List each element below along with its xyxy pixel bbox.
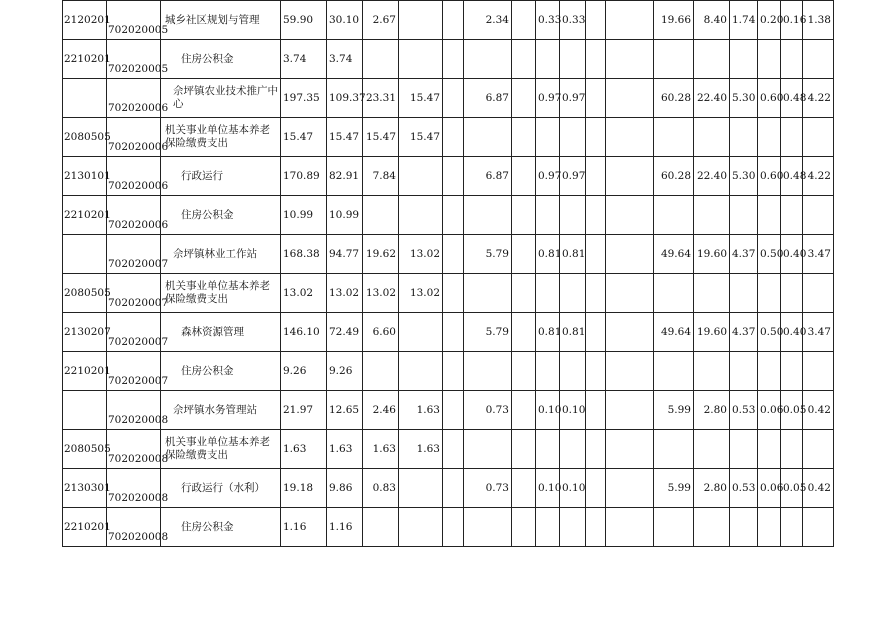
- amount-cell: [443, 391, 464, 430]
- amount-cell: 0.42: [803, 469, 834, 508]
- function-code-cell: 2130301: [63, 469, 107, 508]
- amount-cell: [560, 118, 586, 157]
- amount-cell: 13.02: [399, 235, 443, 274]
- amount-cell: 23.31: [363, 79, 399, 118]
- amount-cell: 0.06: [758, 469, 781, 508]
- item-name-cell: 机关事业单位基本养老保险缴费支出: [161, 118, 281, 157]
- unit-code-cell: 702020008: [107, 430, 161, 469]
- amount-cell: 0.83: [363, 469, 399, 508]
- amount-cell: 0.05: [781, 391, 803, 430]
- amount-cell: [586, 313, 606, 352]
- amount-cell: 0.60: [758, 79, 781, 118]
- amount-cell: 4.22: [803, 79, 834, 118]
- amount-cell: [730, 508, 758, 547]
- amount-cell: 0.06: [758, 391, 781, 430]
- amount-cell: [758, 196, 781, 235]
- amount-cell: 72.49: [327, 313, 363, 352]
- amount-cell: 2.80: [694, 391, 730, 430]
- amount-cell: [654, 274, 694, 313]
- function-code-cell: [63, 79, 107, 118]
- amount-cell: 109.37: [327, 79, 363, 118]
- amount-cell: 5.79: [464, 235, 512, 274]
- amount-cell: [512, 391, 536, 430]
- amount-cell: [560, 352, 586, 391]
- amount-cell: [694, 118, 730, 157]
- amount-cell: [464, 430, 512, 469]
- amount-cell: 6.87: [464, 79, 512, 118]
- amount-cell: [399, 1, 443, 40]
- table-row: [63, 157, 834, 196]
- amount-cell: [586, 274, 606, 313]
- amount-cell: [730, 430, 758, 469]
- amount-cell: 82.91: [327, 157, 363, 196]
- amount-cell: [443, 235, 464, 274]
- amount-cell: [606, 1, 654, 40]
- amount-cell: 1.16: [281, 508, 327, 547]
- amount-cell: [399, 508, 443, 547]
- amount-cell: 22.40: [694, 79, 730, 118]
- table-row: [63, 430, 834, 469]
- amount-cell: [654, 508, 694, 547]
- amount-cell: 15.47: [399, 79, 443, 118]
- amount-cell: [399, 40, 443, 79]
- amount-cell: [536, 118, 560, 157]
- amount-cell: 19.66: [654, 1, 694, 40]
- amount-cell: 0.81: [560, 235, 586, 274]
- amount-cell: 0.97: [536, 157, 560, 196]
- amount-cell: [730, 118, 758, 157]
- amount-cell: [781, 508, 803, 547]
- amount-cell: [606, 79, 654, 118]
- amount-cell: [758, 274, 781, 313]
- unit-code-cell: 702020008: [107, 508, 161, 547]
- amount-cell: [536, 508, 560, 547]
- amount-cell: 19.62: [363, 235, 399, 274]
- table-row: [63, 196, 834, 235]
- amount-cell: [586, 430, 606, 469]
- amount-cell: [586, 118, 606, 157]
- amount-cell: [694, 352, 730, 391]
- amount-cell: [606, 352, 654, 391]
- amount-cell: 1.63: [281, 430, 327, 469]
- amount-cell: 0.50: [758, 313, 781, 352]
- amount-cell: [586, 352, 606, 391]
- amount-cell: 6.87: [464, 157, 512, 196]
- amount-cell: [730, 274, 758, 313]
- amount-cell: 1.74: [730, 1, 758, 40]
- table-row: [63, 313, 834, 352]
- amount-cell: 0.73: [464, 469, 512, 508]
- amount-cell: 0.40: [781, 235, 803, 274]
- amount-cell: [464, 274, 512, 313]
- amount-cell: [803, 118, 834, 157]
- table-body: [63, 1, 834, 547]
- amount-cell: [781, 352, 803, 391]
- amount-cell: [758, 430, 781, 469]
- amount-cell: [606, 313, 654, 352]
- amount-cell: 2.46: [363, 391, 399, 430]
- amount-cell: 5.30: [730, 79, 758, 118]
- amount-cell: [512, 352, 536, 391]
- unit-code-cell: 702020005: [107, 1, 161, 40]
- function-code-cell: 2210201: [63, 40, 107, 79]
- amount-cell: 60.28: [654, 157, 694, 196]
- amount-cell: [512, 196, 536, 235]
- amount-cell: 0.10: [560, 391, 586, 430]
- amount-cell: [443, 79, 464, 118]
- unit-code-cell: 702020006: [107, 118, 161, 157]
- amount-cell: 0.16: [781, 1, 803, 40]
- amount-cell: 3.47: [803, 313, 834, 352]
- amount-cell: [560, 40, 586, 79]
- amount-cell: [536, 352, 560, 391]
- amount-cell: 0.33: [560, 1, 586, 40]
- amount-cell: [803, 430, 834, 469]
- amount-cell: [443, 469, 464, 508]
- table-row: [63, 235, 834, 274]
- amount-cell: 10.99: [327, 196, 363, 235]
- amount-cell: [464, 508, 512, 547]
- amount-cell: [512, 508, 536, 547]
- amount-cell: [803, 196, 834, 235]
- amount-cell: [758, 352, 781, 391]
- table-row: [63, 469, 834, 508]
- item-name-cell: 机关事业单位基本养老保险缴费支出: [161, 430, 281, 469]
- amount-cell: [730, 196, 758, 235]
- amount-cell: [606, 430, 654, 469]
- amount-cell: [536, 274, 560, 313]
- amount-cell: [803, 274, 834, 313]
- amount-cell: 49.64: [654, 235, 694, 274]
- amount-cell: 5.99: [654, 391, 694, 430]
- amount-cell: [363, 196, 399, 235]
- table-row: [63, 118, 834, 157]
- amount-cell: [606, 157, 654, 196]
- amount-cell: 168.38: [281, 235, 327, 274]
- amount-cell: [512, 274, 536, 313]
- amount-cell: [443, 352, 464, 391]
- amount-cell: 5.30: [730, 157, 758, 196]
- table-row: [63, 1, 834, 40]
- amount-cell: 13.02: [363, 274, 399, 313]
- function-code-cell: 2130101: [63, 157, 107, 196]
- unit-code-cell: 702020006: [107, 79, 161, 118]
- amount-cell: 13.02: [281, 274, 327, 313]
- amount-cell: 0.81: [536, 235, 560, 274]
- amount-cell: 5.99: [654, 469, 694, 508]
- amount-cell: 0.53: [730, 391, 758, 430]
- amount-cell: [399, 196, 443, 235]
- amount-cell: 2.34: [464, 1, 512, 40]
- function-code-cell: 2120201: [63, 1, 107, 40]
- amount-cell: [781, 196, 803, 235]
- amount-cell: 0.10: [536, 469, 560, 508]
- function-code-cell: [63, 235, 107, 274]
- table-row: [63, 508, 834, 547]
- amount-cell: [399, 352, 443, 391]
- amount-cell: [730, 40, 758, 79]
- amount-cell: 15.47: [363, 118, 399, 157]
- amount-cell: 21.97: [281, 391, 327, 430]
- amount-cell: [586, 391, 606, 430]
- amount-cell: [654, 118, 694, 157]
- amount-cell: 10.99: [281, 196, 327, 235]
- amount-cell: [586, 1, 606, 40]
- unit-code-cell: 702020006: [107, 196, 161, 235]
- amount-cell: [781, 274, 803, 313]
- amount-cell: 1.63: [327, 430, 363, 469]
- unit-name-cell: 佘坪镇农业技术推广中心: [161, 79, 281, 118]
- amount-cell: 22.40: [694, 157, 730, 196]
- amount-cell: [606, 40, 654, 79]
- amount-cell: 1.63: [399, 391, 443, 430]
- amount-cell: [730, 352, 758, 391]
- amount-cell: 19.18: [281, 469, 327, 508]
- amount-cell: 8.40: [694, 1, 730, 40]
- function-code-cell: 2080505: [63, 118, 107, 157]
- amount-cell: [443, 157, 464, 196]
- amount-cell: 0.97: [560, 157, 586, 196]
- amount-cell: [464, 118, 512, 157]
- amount-cell: [443, 508, 464, 547]
- amount-cell: 0.05: [781, 469, 803, 508]
- amount-cell: [694, 430, 730, 469]
- amount-cell: 2.67: [363, 1, 399, 40]
- item-name-cell: 住房公积金: [161, 352, 281, 391]
- unit-name-cell: 佘坪镇水务管理站: [161, 391, 281, 430]
- amount-cell: 49.64: [654, 313, 694, 352]
- amount-cell: 2.80: [694, 469, 730, 508]
- item-name-cell: 住房公积金: [161, 40, 281, 79]
- amount-cell: [694, 196, 730, 235]
- amount-cell: [443, 40, 464, 79]
- amount-cell: [781, 430, 803, 469]
- amount-cell: 0.97: [560, 79, 586, 118]
- amount-cell: 0.81: [536, 313, 560, 352]
- unit-code-cell: 702020007: [107, 352, 161, 391]
- amount-cell: [363, 352, 399, 391]
- item-name-cell: 行政运行（水利）: [161, 469, 281, 508]
- amount-cell: 15.47: [281, 118, 327, 157]
- amount-cell: [694, 40, 730, 79]
- amount-cell: 0.48: [781, 157, 803, 196]
- amount-cell: 12.65: [327, 391, 363, 430]
- amount-cell: [586, 157, 606, 196]
- amount-cell: [654, 196, 694, 235]
- table-row: [63, 274, 834, 313]
- amount-cell: 1.63: [399, 430, 443, 469]
- amount-cell: [443, 430, 464, 469]
- amount-cell: 0.81: [560, 313, 586, 352]
- amount-cell: [363, 40, 399, 79]
- amount-cell: 3.74: [327, 40, 363, 79]
- amount-cell: [606, 118, 654, 157]
- amount-cell: [443, 274, 464, 313]
- amount-cell: 3.74: [281, 40, 327, 79]
- amount-cell: [399, 469, 443, 508]
- table-row: [63, 391, 834, 430]
- amount-cell: [694, 274, 730, 313]
- amount-cell: 9.26: [281, 352, 327, 391]
- unit-code-cell: 702020008: [107, 391, 161, 430]
- amount-cell: 170.89: [281, 157, 327, 196]
- amount-cell: [803, 40, 834, 79]
- amount-cell: [586, 40, 606, 79]
- amount-cell: 0.20: [758, 1, 781, 40]
- amount-cell: 0.42: [803, 391, 834, 430]
- function-code-cell: 2210201: [63, 196, 107, 235]
- function-code-cell: 2130207: [63, 313, 107, 352]
- amount-cell: 0.60: [758, 157, 781, 196]
- amount-cell: [606, 469, 654, 508]
- amount-cell: [464, 352, 512, 391]
- amount-cell: 4.22: [803, 157, 834, 196]
- amount-cell: [399, 157, 443, 196]
- amount-cell: 0.48: [781, 79, 803, 118]
- amount-cell: [606, 196, 654, 235]
- amount-cell: 0.40: [781, 313, 803, 352]
- item-name-cell: 机关事业单位基本养老保险缴费支出: [161, 274, 281, 313]
- function-code-cell: 2210201: [63, 508, 107, 547]
- amount-cell: 9.86: [327, 469, 363, 508]
- amount-cell: [586, 79, 606, 118]
- amount-cell: [606, 235, 654, 274]
- amount-cell: [464, 40, 512, 79]
- amount-cell: 0.73: [464, 391, 512, 430]
- item-name-cell: 住房公积金: [161, 196, 281, 235]
- amount-cell: [443, 313, 464, 352]
- amount-cell: 30.10: [327, 1, 363, 40]
- function-code-cell: [63, 391, 107, 430]
- amount-cell: [606, 391, 654, 430]
- amount-cell: [606, 274, 654, 313]
- amount-cell: [560, 274, 586, 313]
- amount-cell: 4.37: [730, 313, 758, 352]
- amount-cell: 9.26: [327, 352, 363, 391]
- amount-cell: [654, 40, 694, 79]
- function-code-cell: 2080505: [63, 430, 107, 469]
- amount-cell: 146.10: [281, 313, 327, 352]
- amount-cell: [512, 118, 536, 157]
- amount-cell: [512, 40, 536, 79]
- amount-cell: [443, 118, 464, 157]
- item-name-cell: 住房公积金: [161, 508, 281, 547]
- amount-cell: 3.47: [803, 235, 834, 274]
- amount-cell: [512, 157, 536, 196]
- function-code-cell: 2210201: [63, 352, 107, 391]
- amount-cell: [654, 430, 694, 469]
- amount-cell: [586, 196, 606, 235]
- amount-cell: [758, 508, 781, 547]
- amount-cell: 0.10: [560, 469, 586, 508]
- amount-cell: [586, 235, 606, 274]
- amount-cell: [536, 196, 560, 235]
- amount-cell: [399, 313, 443, 352]
- amount-cell: [758, 40, 781, 79]
- amount-cell: [586, 508, 606, 547]
- amount-cell: 1.16: [327, 508, 363, 547]
- amount-cell: [512, 430, 536, 469]
- budget-table: [62, 0, 834, 547]
- amount-cell: [443, 196, 464, 235]
- amount-cell: 59.90: [281, 1, 327, 40]
- amount-cell: [464, 196, 512, 235]
- unit-code-cell: 702020005: [107, 40, 161, 79]
- item-name-cell: 行政运行: [161, 157, 281, 196]
- amount-cell: 19.60: [694, 235, 730, 274]
- amount-cell: 0.97: [536, 79, 560, 118]
- amount-cell: [586, 469, 606, 508]
- amount-cell: [803, 352, 834, 391]
- amount-cell: 4.37: [730, 235, 758, 274]
- unit-name-cell: 佘坪镇林业工作站: [161, 235, 281, 274]
- amount-cell: 13.02: [399, 274, 443, 313]
- amount-cell: [606, 508, 654, 547]
- amount-cell: 0.50: [758, 235, 781, 274]
- unit-code-cell: 702020007: [107, 274, 161, 313]
- amount-cell: [512, 1, 536, 40]
- unit-code-cell: 702020007: [107, 313, 161, 352]
- amount-cell: 94.77: [327, 235, 363, 274]
- amount-cell: [758, 118, 781, 157]
- amount-cell: 1.63: [363, 430, 399, 469]
- amount-cell: 0.10: [536, 391, 560, 430]
- amount-cell: [512, 469, 536, 508]
- amount-cell: [512, 313, 536, 352]
- amount-cell: 13.02: [327, 274, 363, 313]
- amount-cell: [781, 118, 803, 157]
- amount-cell: [443, 1, 464, 40]
- amount-cell: 1.38: [803, 1, 834, 40]
- function-code-cell: 2080505: [63, 274, 107, 313]
- amount-cell: 197.35: [281, 79, 327, 118]
- amount-cell: 6.60: [363, 313, 399, 352]
- table-row: [63, 40, 834, 79]
- amount-cell: [654, 352, 694, 391]
- unit-code-cell: 702020006: [107, 157, 161, 196]
- amount-cell: 60.28: [654, 79, 694, 118]
- table-row: [63, 79, 834, 118]
- amount-cell: [694, 508, 730, 547]
- amount-cell: 7.84: [363, 157, 399, 196]
- amount-cell: [560, 196, 586, 235]
- item-name-cell: 城乡社区规划与管理: [161, 1, 281, 40]
- amount-cell: 0.53: [730, 469, 758, 508]
- amount-cell: [536, 430, 560, 469]
- amount-cell: 15.47: [399, 118, 443, 157]
- amount-cell: [363, 508, 399, 547]
- amount-cell: [560, 430, 586, 469]
- amount-cell: [536, 40, 560, 79]
- amount-cell: [512, 79, 536, 118]
- amount-cell: [803, 508, 834, 547]
- amount-cell: [512, 235, 536, 274]
- amount-cell: 0.33: [536, 1, 560, 40]
- item-name-cell: 森林资源管理: [161, 313, 281, 352]
- amount-cell: 19.60: [694, 313, 730, 352]
- amount-cell: [560, 508, 586, 547]
- amount-cell: 15.47: [327, 118, 363, 157]
- unit-code-cell: 702020008: [107, 469, 161, 508]
- amount-cell: 5.79: [464, 313, 512, 352]
- amount-cell: [781, 40, 803, 79]
- unit-code-cell: 702020007: [107, 235, 161, 274]
- table-row: [63, 352, 834, 391]
